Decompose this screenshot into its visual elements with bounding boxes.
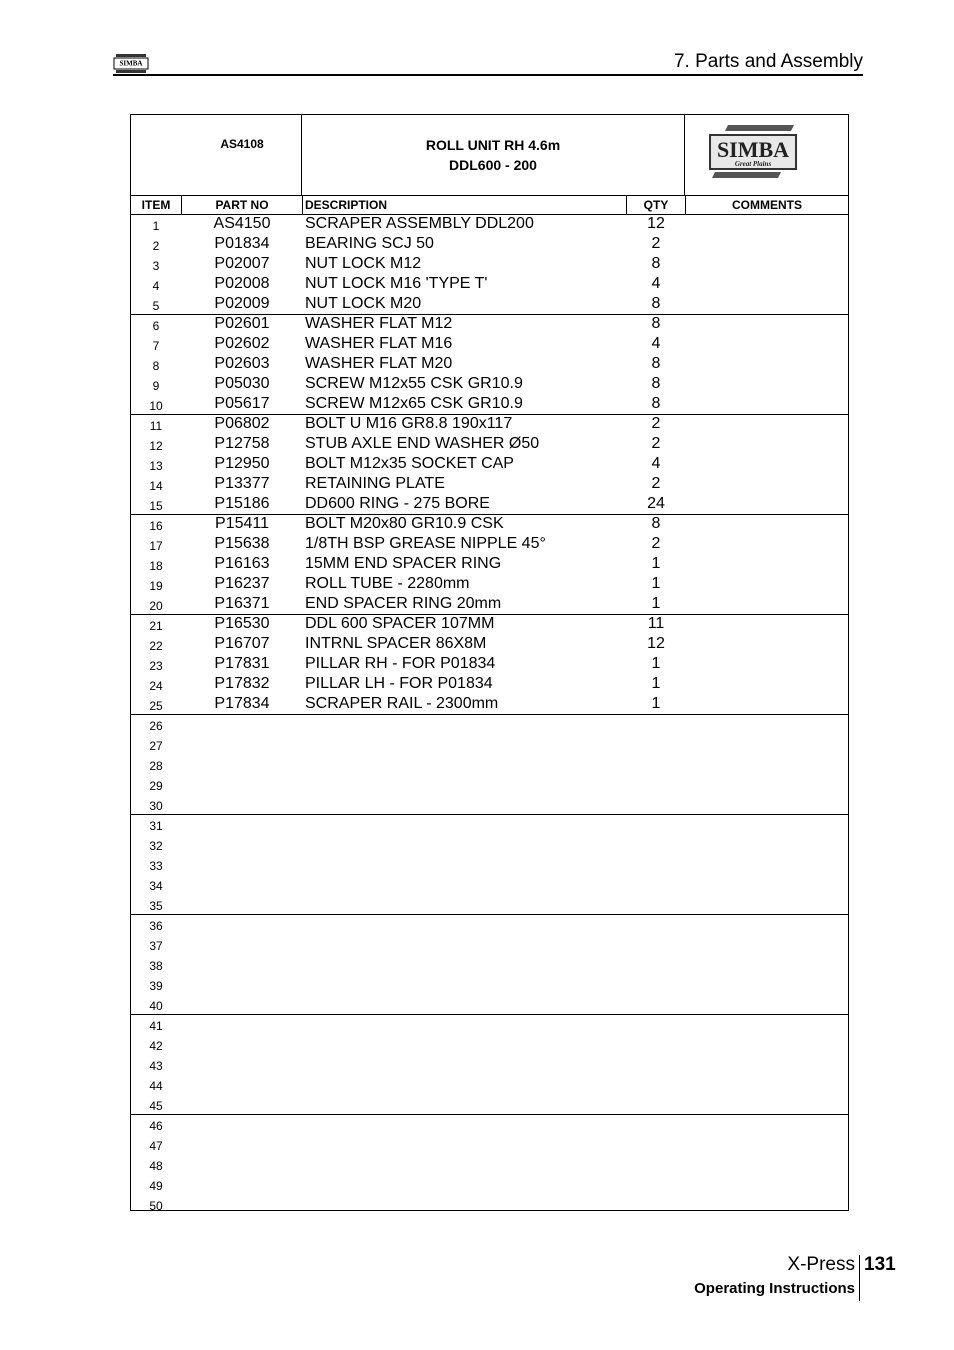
item-number: 14 <box>149 479 163 493</box>
part-quantity: 11 <box>647 615 665 632</box>
part-number: P02007 <box>214 255 270 272</box>
parts-list-sheet <box>130 114 849 1211</box>
item-number: 28 <box>149 759 163 773</box>
part-description: RETAINING PLATE <box>305 475 445 492</box>
item-number: 45 <box>149 1099 163 1113</box>
part-number: P12758 <box>214 435 270 452</box>
part-number: P06802 <box>214 415 270 432</box>
item-number: 5 <box>152 299 160 313</box>
column-header-row <box>131 195 848 215</box>
part-description: END SPACER RING 20mm <box>305 595 502 612</box>
part-number: P16530 <box>214 615 270 632</box>
table-row <box>131 1095 848 1115</box>
item-number: 9 <box>152 379 160 393</box>
table-row <box>131 475 848 495</box>
table-row <box>131 255 848 275</box>
table-row <box>131 735 848 755</box>
table-row <box>131 1175 848 1195</box>
part-number: AS4150 <box>213 215 271 232</box>
part-description: SCRAPER ASSEMBLY DDL200 <box>305 215 534 232</box>
item-number: 26 <box>149 719 163 733</box>
item-number: 6 <box>152 319 160 333</box>
part-description: BOLT M12x35 SOCKET CAP <box>305 455 514 472</box>
part-description: SCREW M12x55 CSK GR10.9 <box>305 375 523 392</box>
product-name: X-Press <box>787 1254 855 1275</box>
part-description: PILLAR LH - FOR P01834 <box>305 675 493 692</box>
item-number: 49 <box>149 1179 163 1193</box>
part-number: P16237 <box>214 575 270 592</box>
part-description: ROLL TUBE - 2280mm <box>305 575 470 592</box>
item-number: 27 <box>149 739 163 753</box>
item-number: 19 <box>149 579 163 593</box>
logo-brand-text: SIMBA <box>716 137 790 162</box>
assembly-title-line2: DDL600 - 200 <box>449 157 537 173</box>
table-row <box>131 635 848 655</box>
page-number: 131 <box>864 1254 896 1275</box>
part-number: P02009 <box>214 295 270 312</box>
col-description: DESCRIPTION <box>305 198 388 212</box>
part-description: NUT LOCK M16 'TYPE T' <box>305 275 488 292</box>
item-number: 33 <box>149 859 163 873</box>
item-number: 2 <box>152 239 160 253</box>
table-row <box>131 215 848 235</box>
part-quantity: 1 <box>651 575 661 592</box>
item-number: 13 <box>149 459 163 473</box>
table-row <box>131 1155 848 1175</box>
item-number: 24 <box>149 679 163 693</box>
part-quantity: 24 <box>647 495 665 512</box>
table-row <box>131 955 848 975</box>
table-row <box>131 275 848 295</box>
col-divider <box>685 195 686 215</box>
part-description: SCRAPER RAIL - 2300mm <box>305 695 499 712</box>
item-number: 38 <box>149 959 163 973</box>
part-quantity: 2 <box>651 235 661 252</box>
item-number: 22 <box>149 639 163 653</box>
table-row <box>131 755 848 775</box>
part-quantity: 4 <box>651 335 661 352</box>
part-number: P01834 <box>214 235 270 252</box>
item-number: 17 <box>149 539 163 553</box>
table-row <box>131 455 848 475</box>
assembly-title-line1: ROLL UNIT RH 4.6m <box>425 137 561 153</box>
table-row <box>131 335 848 355</box>
part-quantity: 12 <box>647 635 665 652</box>
col-divider <box>181 195 182 215</box>
part-description: 1/8TH BSP GREASE NIPPLE 45° <box>305 535 546 552</box>
part-description: BEARING SCJ 50 <box>305 235 434 252</box>
table-row <box>131 1135 848 1155</box>
document-subtitle: Operating Instructions <box>694 1280 855 1297</box>
part-quantity: 8 <box>651 255 661 272</box>
col-divider <box>302 195 303 215</box>
table-row <box>131 1195 848 1215</box>
table-row <box>131 935 848 955</box>
part-number: P16707 <box>214 635 270 652</box>
table-row <box>131 415 848 435</box>
table-row <box>131 1075 848 1095</box>
table-row <box>131 595 848 615</box>
logo-text: SIMBA <box>119 59 143 68</box>
table-row <box>131 295 848 315</box>
col-divider <box>626 195 627 215</box>
item-number: 39 <box>149 979 163 993</box>
part-quantity: 8 <box>651 295 661 312</box>
part-quantity: 8 <box>651 375 661 392</box>
col-part-no: PART NO <box>215 198 269 212</box>
part-number: P15411 <box>215 515 269 532</box>
table-row <box>131 835 848 855</box>
item-number: 40 <box>149 999 163 1013</box>
table-row <box>131 895 848 915</box>
table-row <box>131 995 848 1015</box>
part-quantity: 1 <box>651 555 661 572</box>
footer-divider <box>859 1255 860 1301</box>
table-row <box>131 1055 848 1075</box>
part-description: SCREW M12x65 CSK GR10.9 <box>305 395 523 412</box>
table-row <box>131 1015 848 1035</box>
item-number: 44 <box>149 1079 163 1093</box>
item-number: 7 <box>152 339 160 353</box>
part-quantity: 2 <box>651 435 661 452</box>
table-row <box>131 795 848 815</box>
table-row <box>131 515 848 535</box>
col-qty: QTY <box>643 198 669 212</box>
item-number: 12 <box>149 439 163 453</box>
table-row <box>131 375 848 395</box>
part-quantity: 8 <box>651 395 661 412</box>
item-number: 50 <box>149 1199 163 1213</box>
table-row <box>131 655 848 675</box>
header-rule <box>113 74 863 76</box>
part-number: P12950 <box>214 455 270 472</box>
item-number: 48 <box>149 1159 163 1173</box>
part-quantity: 2 <box>651 475 661 492</box>
part-number: P16371 <box>214 595 270 612</box>
part-quantity: 8 <box>651 315 661 332</box>
table-row <box>131 395 848 415</box>
item-number: 43 <box>149 1059 163 1073</box>
part-quantity: 1 <box>651 595 661 612</box>
part-description: BOLT M20x80 GR10.9 CSK <box>305 515 504 532</box>
part-quantity: 1 <box>651 675 661 692</box>
item-number: 8 <box>152 359 160 373</box>
part-description: INTRNL SPACER 86X8M <box>305 635 487 652</box>
part-number: P02008 <box>214 275 270 292</box>
part-description: WASHER FLAT M12 <box>305 315 453 332</box>
item-number: 37 <box>149 939 163 953</box>
table-row <box>131 495 848 515</box>
item-number: 47 <box>149 1139 163 1153</box>
part-number: P05617 <box>214 395 270 412</box>
table-row <box>131 695 848 715</box>
col-comments: COMMENTS <box>732 198 802 212</box>
item-number: 4 <box>152 279 160 293</box>
part-quantity: 2 <box>651 415 661 432</box>
item-number: 23 <box>149 659 163 673</box>
logo-subtext: Great Plains <box>734 160 772 168</box>
table-row <box>131 1035 848 1055</box>
part-quantity: 8 <box>651 515 661 532</box>
part-description: 15MM END SPACER RING <box>305 555 502 572</box>
item-number: 32 <box>149 839 163 853</box>
part-description: PILLAR RH - FOR P01834 <box>305 655 496 672</box>
part-number: P17832 <box>214 675 270 692</box>
table-row <box>131 715 848 735</box>
part-description: WASHER FLAT M16 <box>305 335 453 352</box>
item-number: 36 <box>149 919 163 933</box>
item-number: 30 <box>149 799 163 813</box>
part-quantity: 1 <box>651 695 661 712</box>
item-number: 46 <box>149 1119 163 1133</box>
table-row <box>131 435 848 455</box>
parts-rows <box>131 215 848 1215</box>
part-quantity: 2 <box>651 535 661 552</box>
table-row <box>131 815 848 835</box>
part-description: NUT LOCK M20 <box>305 295 422 312</box>
item-number: 31 <box>149 819 163 833</box>
table-row <box>131 915 848 935</box>
item-number: 20 <box>149 599 163 613</box>
part-quantity: 8 <box>651 355 661 372</box>
part-number: P17831 <box>214 655 270 672</box>
item-number: 3 <box>152 259 160 273</box>
item-number: 25 <box>149 699 163 713</box>
part-description: DDL 600 SPACER 107MM <box>305 615 495 632</box>
part-description: STUB AXLE END WASHER Ø50 <box>305 435 540 452</box>
part-number: P15186 <box>214 495 270 512</box>
simba-header-logo <box>113 53 149 75</box>
table-row <box>131 235 848 255</box>
item-number: 21 <box>149 619 163 633</box>
part-number: P05030 <box>214 375 270 392</box>
item-number: 11 <box>149 419 163 433</box>
item-number: 16 <box>149 519 163 533</box>
table-row <box>131 775 848 795</box>
item-number: 41 <box>149 1019 163 1033</box>
table-row <box>131 975 848 995</box>
item-number: 10 <box>149 399 163 413</box>
part-quantity: 4 <box>651 455 661 472</box>
table-row <box>131 615 848 635</box>
part-number: P13377 <box>214 475 270 492</box>
item-number: 18 <box>149 559 163 573</box>
table-row <box>131 575 848 595</box>
part-number: P16163 <box>214 555 270 572</box>
part-description: NUT LOCK M12 <box>305 255 422 272</box>
part-quantity: 4 <box>651 275 661 292</box>
part-number: P02603 <box>214 355 270 372</box>
part-quantity: 12 <box>647 215 665 232</box>
simba-great-plains-logo <box>708 125 798 179</box>
table-row <box>131 535 848 555</box>
table-row <box>131 315 848 335</box>
part-number: P15638 <box>214 535 270 552</box>
item-number: 42 <box>149 1039 163 1053</box>
part-number: P02602 <box>214 335 270 352</box>
sheet-title-block <box>131 115 848 196</box>
assembly-number: AS4108 <box>220 137 264 151</box>
col-item: ITEM <box>141 198 171 212</box>
item-number: 15 <box>149 499 163 513</box>
table-row <box>131 875 848 895</box>
logo-cell <box>685 115 848 195</box>
part-quantity: 1 <box>651 655 661 672</box>
item-number: 34 <box>149 879 163 893</box>
item-number: 1 <box>152 219 160 233</box>
section-title: 7. Parts and Assembly <box>673 51 863 72</box>
part-number: P17834 <box>214 695 270 712</box>
table-row <box>131 855 848 875</box>
part-number: P02601 <box>214 315 270 332</box>
item-number: 35 <box>149 899 163 913</box>
table-row <box>131 555 848 575</box>
table-row <box>131 1115 848 1135</box>
part-description: WASHER FLAT M20 <box>305 355 453 372</box>
assembly-title-cell <box>302 115 685 195</box>
item-number: 29 <box>149 779 163 793</box>
table-row <box>131 675 848 695</box>
table-row <box>131 355 848 375</box>
part-description: DD600 RING - 275 BORE <box>305 495 490 512</box>
part-description: BOLT U M16 GR8.8 190x117 <box>305 415 513 432</box>
assembly-number-cell <box>131 115 302 195</box>
